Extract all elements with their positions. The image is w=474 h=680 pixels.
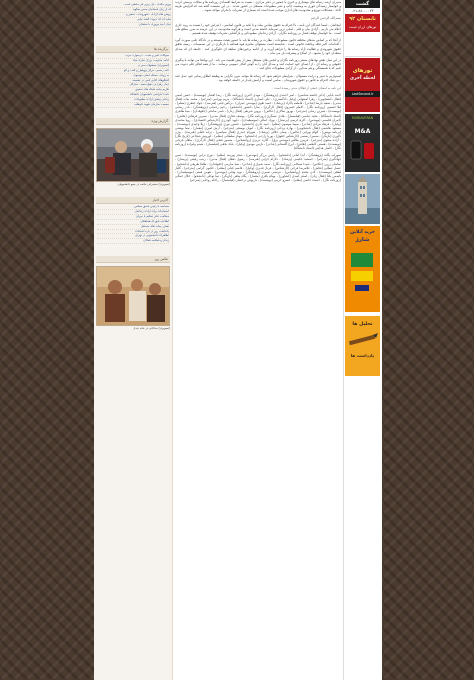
ad-mobiaveran[interactable]: [345, 114, 380, 172]
ad-headline: خرید آنلاین: [350, 230, 375, 235]
featured-list: [96, 54, 170, 108]
block-title: آخرین اخبار: [96, 197, 170, 204]
photo-image: [97, 267, 169, 325]
photo2-header: [96, 256, 170, 263]
photo1-caption[interactable]: [تصویری] سخنرانی خاتمه در جمع دانشجویان: [117, 182, 170, 186]
photo2-caption[interactable]: [تصویری] ساعاتی در خانه دیدار: [133, 326, 170, 330]
sidebar-top-list: [96, 3, 172, 28]
list-item[interactable]: مصاحبه با رئیس اسبق مجلس: [97, 205, 169, 210]
list-item[interactable]: زندان و شکنجه فعالان: [97, 239, 169, 244]
latest-news-list: [96, 205, 170, 244]
ad-subline: لحظه آخری: [349, 76, 376, 81]
list-item[interactable]: ادامه مداومت بزرگ سازی بنیاد: [97, 59, 169, 64]
pen-icon: [345, 330, 380, 350]
article-paragraph: از آنجا که بر اساس بندهای مختلف قانون مطبوعات ، نظارت بر رسانه ها باید با حضور هیئت منصفه و در دادگاه علنی صورت گیرد ، اقدامات اخیر فاقد وجاهت قانونی است . شایسته است مسئولان محترم قوه قضائیه با بازنگری در این تصمیمات ، زمینه تحقق حقوق شهروندی و فعالیت آزاد رسانه ها را فراهم آورند و از ادامه برخوردهای سلیقه ای جلوگیری کنند . جامعه ای که صدای منتقدان خود را نشنود ، از اصلاح و پیشرفت باز می ماند .: [175, 38, 341, 55]
photo1-header: [96, 118, 170, 125]
ad-headline: تورهای: [352, 68, 373, 74]
ad-building[interactable]: [345, 174, 380, 224]
article-paragraph: در این میان نقش نهادهای صنفی روزنامه نگاران و انجمن های مستقل بیش از پیش اهمیت می یابد . این نهادها می توانند با پیگیری حقوقی و رسانه ای ، از اعضای خود حمایت کنند و صدای آنان را به گوش افکار عمومی برسانند . ما از همه اهالی قلم دعوت می کنیم که با همبستگی و هم صدایی ، از آزادی مطبوعات دفاع کنند .: [175, 58, 341, 71]
list-item[interactable]: تکریم بیانیه شبکه های تحقیق: [97, 88, 169, 93]
list-item[interactable]: اطلاعیه شورای هماهنگی: [97, 220, 169, 225]
ad-subline: تورهای ارزان قیمت: [345, 24, 380, 32]
article-paragraph: اینجانبان ، امضا کنندگان این نامه ، با احترام به حقوق بنیادین ملت و با تکیه بر قانون اساسی ، اعتراض خود را نسبت به روند جاری اعلام می داریم . آزادی بیان و قلم ، اصلی ترین سرمایه جامعه مدنی است و هرگونه محدودیت در این عرصه به ضرر منافع ملی است . ما خواستار توقف فشار بر روزنامه نگاران ، آزادی زندانیان مطبوعاتی و بازگشایی نشریات توقیف شده هستیم .: [175, 22, 341, 36]
block-title: عکس روز: [96, 256, 170, 263]
signatories-paragraph: احمد بابایی (دکتر جامعه شناسی) ، امیر احمدی (پژوهشگر) ، مهدی اکبری (روزنامه نگار) ، رضا افشار (نویسنده) ، حسن امینی (فعال دانشجویی) ، زهرا اصفهانی (وکیل دادگستری) ، علی انصاری (استاد دانشگاه) ، مریم بهرامی (مترجم) ، محمد بیات (فعال مدنی) ، سعید پارسا (شاعر) ، فاطمه پاکزاد (پزشک) ، حمید تقوی (مهندس عمران) ، نرگس ثابتی (هنرمند) ، جواد جعفری (معلم) ، لیلا حسینی (روزنامه نگار) ، کاظم خسروی (فعال کارگری) ، سارا دانشور (دانشجو) ، رحیم رحمانی (پژوهشگر) ، نادر رضایی (نویسنده) ، شیرین زمانی (مترجم) ، بهروز سالاری (عکاس) ، پروین شریفی (فعال زنان) ، ناصر صادقی (حقوقدان) ، مینا طاهری (استاد دانشگاه) ، مجید عباسی (فیلمساز) ، هادی عسگری (روزنامه نگار) ، یوسف غفاری (فعال مدنی) ، نسرین فرهادی (نقاش) ، کامران قاسمی (مهندس) ، اکرم کریمی (پرستار) ، بهزاد کمالی (موسیقیدان) ، داوود گودرزی (کارشناس اقتصادی) ، رویا محمدی (وکیل) ، فرهاد مرادی (شاعر) ، سیما موسوی (معلم) ، امید نادری (دانشجو) ، حسین نوری (پژوهشگر) ، ژیلا وحیدی (نویسنده) ، مسعود هاشمی (فعال دانشجویی) ، بهاره یزدانی (روزنامه نگار) ، کیوان یوسفی (مترجم) ، آرش امیری (معمار) ، نیما بهشتی (برنامه نویس) ، الهام تهرانی (عکاس) ، پیمان جلالی (پزشک) ، شهرام حیدری (فعال سیاسی) ، ترانه خلیلی (هنرمند) ، بیژن دلاوری (بازیگر) ، سمیرا رستمی (کارشناس حقوق) ، پوریا زارعی (دانشجو) ، مهناز سلطانی (معلم) ، کوروش شجاعی (تاریخ نگار) ، آزاده صفوی (مترجم) ، فریبرز طالبی (مهندس برق) ، گلاره عزیزی (روانشناس) ، منصور فتحی (فعال کارگری) ، ماهان قربانی (نویسنده) ، هستی کاظمی (نقاش) ، ایرج گلستانی (شاعر) ، نازنین مهدوی (وکیل) ، بابک نجفی (فیلمساز) ، شبنم ولیزاده (روزنامه نگار) ، کامیار هدایتی (استاد دانشگاه): [175, 93, 341, 151]
ad-title: گشت: [345, 0, 380, 8]
ad-last-second[interactable]: [345, 58, 380, 112]
list-item[interactable]: که از زبان آسمانیان سخن میگوید: [97, 8, 171, 13]
ad-logo-text: M&A: [354, 128, 371, 135]
ad-online-charge[interactable]: [345, 226, 380, 312]
ad-brand: MOBIAVERAN: [351, 116, 374, 120]
list-item[interactable]: گفتگوهای کتابی قمی در نشسته: [97, 79, 169, 84]
ad-subline: یادداشت ها: [350, 353, 375, 358]
list-item[interactable]: زندانی پیشین آزادی مطبوعات: [97, 98, 169, 103]
list-item[interactable]: به زودی، مسئله اصلی موسوی: [97, 74, 169, 79]
latest-news-block: [96, 197, 170, 245]
list-item[interactable]: مخالفت دفتر تحکیم با جریان: [97, 215, 169, 220]
ad-url[interactable]: LastSecond.ir: [345, 91, 380, 97]
list-item[interactable]: سوالات اخیر و مثبت ، «رسول» حزب: [97, 54, 169, 59]
ad-analysis[interactable]: [345, 316, 380, 376]
list-item[interactable]: تظاهرات دانشجویی در تهران: [97, 234, 169, 239]
list-item[interactable]: دیدار امید پیروزی با منتقدان: [97, 23, 171, 28]
list-item[interactable]: جمعیت سازمان شهید داوطلب: [97, 103, 169, 108]
photo-image: [97, 129, 169, 181]
ad-headline: تابستان ۹۲: [345, 14, 380, 24]
list-item[interactable]: دیدار زهرا بی، هیچ سفید ، سازگار: [97, 83, 169, 88]
signatures-heading: این نامه به امضای جمعی از فعالان مدنی رسیده است :: [272, 86, 341, 91]
list-item[interactable]: سایه ای که «بود» گفتند جایی: [97, 18, 171, 23]
ad-tour-summer[interactable]: [345, 0, 380, 57]
article-body: [175, 0, 341, 680]
list-item[interactable]: [تصویری] جنبشهای سبز در: [97, 64, 169, 69]
list-item[interactable]: یادداشت روز در باره انتخابات: [97, 230, 169, 235]
photo-group[interactable]: [96, 266, 170, 326]
tower-icon: [345, 174, 380, 224]
photo-speech[interactable]: [96, 128, 170, 182]
signatories-list: [175, 93, 341, 182]
block-title: برگزیده ها: [96, 46, 170, 53]
article-basmala: بسم الله الرحمن الرحیم: [310, 15, 341, 20]
list-item[interactable]: روشن های آزادی ، شهروندی ، تحقیر و: [97, 13, 171, 18]
featured-block: [96, 46, 170, 109]
ad-phone: ۰۲۱-۸۸۰۰۰۰۲۴: [351, 9, 374, 13]
list-item[interactable]: نقش رسانه های مستقل: [97, 225, 169, 230]
list-item[interactable]: نامه رسمی، مرکز پژوهش و گفت و گو: [97, 69, 169, 74]
ad-headline: تحلیل ها: [352, 322, 373, 327]
list-item[interactable]: احتجاجات برای آزادی زندانیان: [97, 210, 169, 215]
list-item[interactable]: نامه اعتراضی دانشجویان دانشگاه: [97, 93, 169, 98]
ad-subline: شارژ: [355, 237, 370, 243]
block-title: گزارش ویژه: [96, 118, 170, 125]
phone-icon: [345, 139, 380, 161]
article-paragraph: امیدواریم با تدبیر و درایت مسئولان ، شرایطی فراهم شود که رسانه ها بتوانند بدون نگرانی به وظیفه اطلاع رسانی خود عمل کنند . بی شک احترام به قانون و حقوق شهروندان ، ضامن امنیت و آرامش پایدار در جامعه خواهد بود .: [175, 73, 341, 82]
signatories-paragraph: سهراب یگانه (پژوهشگر) ، آیدا امانی (دانشجو) ، رامین برزگر (مهندس) ، سحر پورمند (معلم) ، تورج ترابی (نویسنده) ، ثمین جهانگیری (مترجم) ، جمشید حکیمی (پزشک) ، دلارام خزایی (هنرمند) ، رسول دهقان (فعال مدنی) ، زینب رفیعی (پرستار) ، ساسان زرین (عکاس) ، شیدا سبحانی (روزنامه نگار) ، صمد شیرازی (شاعر) ، ضیا صارمی (حقوقدان) ، طاها ظریفی (دانشجو) ، عسل عطایی (نقاش) ، غلامرضا فرجی (کارشناس) ، فرناز قدیری (وکیل) ، قاسم کیانی (معلم) ، کتایون گرامی (مترجم) ، گلناز لطفی (نویسنده) ، لادن مقدم (روانشناس) ، مرتضی نصیری (پژوهشگر) ، نوید وفایی (مهندس) ، هومن همتی (موسیقیدان) ، یاسمن یکتا (فعال زنان) ، اصغر اسدی (کشاورز) ، بهنام باقری (معمار) ، پگاه پناهی (بازیگر) ، تینا توکلی (دانشجو) ، جلال جمالی (روزنامه نگار) ، حمیده حاتمی (معلم) ، خسرو خرمی (نویسنده) ، داریوش درخشان (فیلمساز) ، راحله روحانی (مترجم): [175, 153, 341, 182]
list-item[interactable]: پرویز خالدی ، یک ریزپر فی مذهبی است: [97, 3, 171, 8]
sim-card-icon: [345, 247, 380, 297]
article-paragraph: مدیران ارشد رسانه های نوشتاری و خبری با حضور در دفتر مرکزی ، نسبت به شرایط اقتصادی روزنامه ها و مجلات پرسش کردند و خواستار رسیدگی فوری به وضعیت چاپ و نشر مطبوعات مستقل در کشور شدند . در این نشست گفته شد که افزایش هزینه کاغذ ، مشکلات توزیع و محدودیت های اداری موجب شده است که بسیاری از نشریات با بحران مواجه شوند .: [175, 0, 341, 13]
